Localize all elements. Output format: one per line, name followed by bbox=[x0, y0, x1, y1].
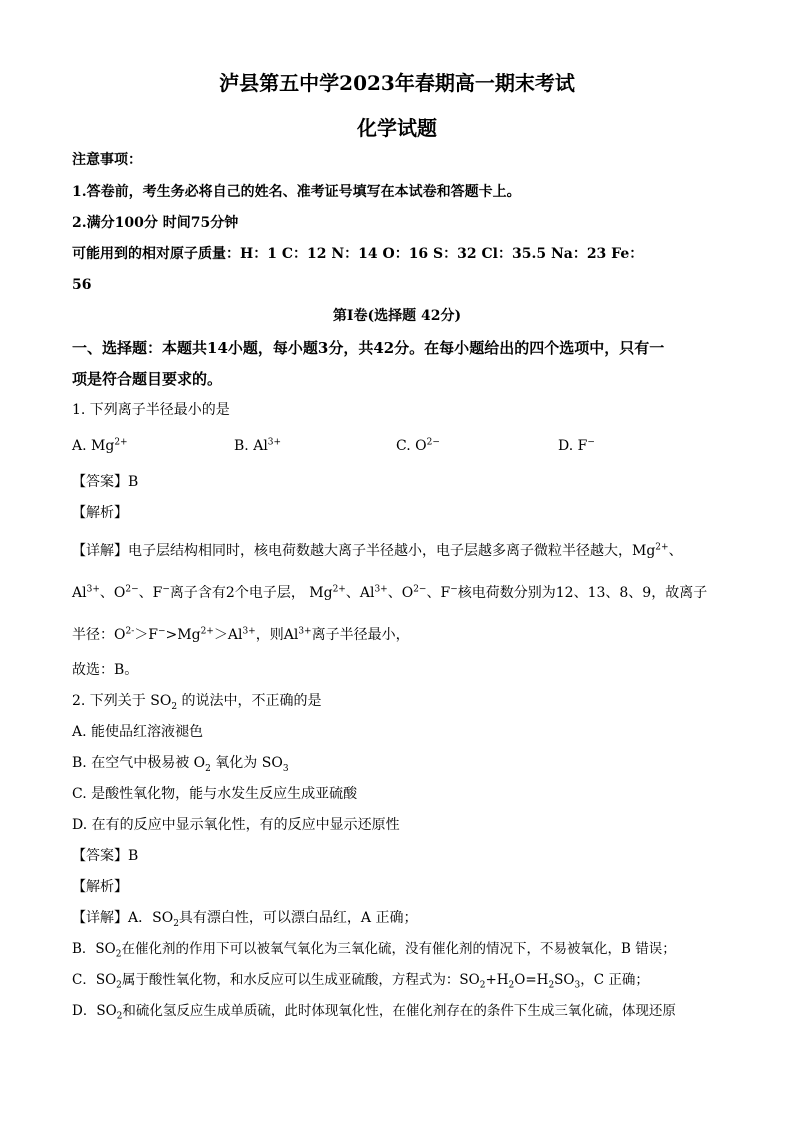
subscript: 3 bbox=[574, 980, 581, 991]
detail-text: >Mg bbox=[165, 627, 201, 643]
ion-symbol: Mg bbox=[632, 543, 656, 559]
ion-symbol: Al bbox=[359, 585, 375, 601]
detail-text: 属于酸性氧化物，和水反应可以生成亚硫酸，方程式为：SO bbox=[121, 972, 480, 988]
q2-detail-b bbox=[72, 939, 676, 959]
ion-symbol: O bbox=[113, 585, 126, 601]
detail-text: 具有漂白性，可以漂白品红，A 正确； bbox=[178, 910, 418, 926]
separator: 、 bbox=[345, 585, 360, 601]
notes-heading: 注意事项： bbox=[72, 152, 142, 168]
detail-text: 氧化为 SO bbox=[210, 755, 283, 771]
q1-analysis-heading: 【解析】 bbox=[72, 505, 128, 521]
detail-text: ＞F bbox=[134, 627, 158, 643]
section-instruction-line-2: 项是符合题目要求的。 bbox=[72, 370, 223, 388]
detail-text: 【详解】A．SO bbox=[72, 910, 174, 926]
ion-charge: 3+ bbox=[298, 626, 312, 637]
detail-text: ，则Al bbox=[255, 627, 299, 643]
subscript: 2 bbox=[479, 980, 486, 991]
detail-text: 半径：O bbox=[72, 627, 126, 643]
subscript: 2 bbox=[116, 1011, 123, 1022]
q1-detail-line-3 bbox=[72, 625, 410, 645]
subscript: 2 bbox=[171, 701, 178, 712]
separator: 、 bbox=[426, 585, 441, 601]
ion-charge: − bbox=[157, 626, 166, 637]
detail-text: SO bbox=[554, 972, 575, 988]
option-label: D. bbox=[558, 438, 574, 454]
ion-charge: 2+ bbox=[332, 584, 346, 595]
q2-detail-c bbox=[72, 970, 649, 990]
ion-charge: 2+ bbox=[114, 437, 128, 448]
detail-text: O=H bbox=[514, 972, 549, 988]
ion-charge: 2− bbox=[413, 584, 427, 595]
detail-text: ，C 正确； bbox=[580, 972, 649, 988]
subscript: 3 bbox=[282, 763, 289, 774]
exam-subtitle: 化学试题 bbox=[357, 116, 437, 140]
subscript: 2 bbox=[508, 980, 515, 991]
ion-symbol: F bbox=[440, 585, 451, 601]
ion-symbol: O bbox=[415, 438, 427, 454]
subscript: 2 bbox=[548, 980, 555, 991]
q1-option-c bbox=[396, 436, 440, 456]
subscript: 2 bbox=[115, 949, 122, 960]
detail-text: 【详解】电子层结构相同时，核电荷数越大离子半径越小，电子层越多离子微粒半径越大， bbox=[72, 543, 632, 559]
atomic-mass-line-2: 56 bbox=[72, 277, 92, 293]
atomic-mass-line-1: 可能用到的相对原子质量：H：1 C：12 N：14 O：16 S：32 Cl：35.5 Na：23 Fe： bbox=[72, 246, 644, 262]
ion-charge: 3+ bbox=[86, 584, 100, 595]
ion-charge: − bbox=[162, 584, 170, 595]
ion-symbol: Mg bbox=[309, 585, 333, 601]
option-label: B. bbox=[234, 438, 249, 454]
q2-stem bbox=[72, 691, 322, 711]
exam-title: 泸县第五中学2023年春期高一期末考试 bbox=[219, 71, 575, 95]
detail-text: 核电荷数分别为12、13、8、9，故离子 bbox=[457, 585, 708, 601]
section-instruction-line-1: 一、选择题：本题共14小题，每小题3分，共42分。在每小题给出的四个选项中，只有一 bbox=[72, 339, 665, 357]
subscript: 2 bbox=[173, 918, 179, 929]
detail-text: 的说法中，不正确的是 bbox=[177, 693, 322, 709]
q1-conclusion: 故选：B。 bbox=[72, 662, 139, 678]
ion-charge: 2+ bbox=[655, 542, 669, 553]
q1-answer: 【答案】B bbox=[72, 474, 139, 490]
q1-option-b bbox=[234, 436, 281, 456]
detail-text: 2. 下列关于 SO bbox=[72, 693, 172, 709]
ion-symbol: O bbox=[401, 585, 414, 601]
ion-charge: 2− bbox=[125, 584, 139, 595]
q1-detail-line-2 bbox=[72, 583, 707, 603]
q1-stem: 1. 下列离子半径最小的是 bbox=[72, 402, 230, 418]
ion-charge: − bbox=[450, 584, 458, 595]
detail-text: 、 bbox=[668, 543, 683, 559]
q2-analysis-heading: 【解析】 bbox=[72, 879, 128, 895]
subscript: 2 bbox=[205, 763, 211, 774]
subscript: 2 bbox=[116, 980, 122, 991]
separator: 、 bbox=[99, 585, 114, 601]
ion-charge: 2+ bbox=[200, 626, 214, 637]
ion-charge: 2- bbox=[125, 626, 135, 637]
q1-option-d bbox=[558, 436, 595, 456]
separator: 、 bbox=[387, 585, 402, 601]
section-title: 第I卷(选择题 42分) bbox=[332, 308, 462, 324]
ion-charge: 2− bbox=[426, 437, 440, 448]
option-label: A. bbox=[72, 438, 87, 454]
detail-text: B．SO bbox=[72, 941, 116, 957]
ion-charge: − bbox=[587, 437, 595, 448]
notes-item-1: 1.答卷前，考生务必将自己的姓名、准考证号填写在本试卷和答题卡上。 bbox=[72, 184, 521, 200]
q2-detail-d bbox=[72, 1001, 676, 1021]
ion-charge: 3+ bbox=[242, 626, 256, 637]
detail-text: +H bbox=[485, 972, 509, 988]
ion-symbol: F bbox=[577, 438, 588, 454]
ion-symbol: F bbox=[152, 585, 163, 601]
q2-option-b bbox=[72, 753, 289, 773]
q1-detail-line-1 bbox=[72, 541, 683, 561]
q2-option-d: D. 在有的反应中显示氧化性，有的反应中显示还原性 bbox=[72, 817, 400, 833]
detail-text: 离子含有2个电子层， bbox=[169, 585, 310, 601]
ion-symbol: Mg bbox=[91, 438, 115, 454]
ion-symbol: Al bbox=[253, 438, 268, 454]
q1-option-a bbox=[72, 436, 128, 456]
separator: 、 bbox=[138, 585, 153, 601]
q2-answer: 【答案】B bbox=[72, 848, 139, 864]
detail-text: 在催化剂的作用下可以被氧气氧化为三氧化硫，没有催化剂的情况下，不易被氧化，B 错误； bbox=[121, 941, 676, 957]
q2-detail-a bbox=[72, 908, 417, 928]
detail-text: B. 在空气中极易被 O bbox=[72, 755, 206, 771]
detail-text: ＞Al bbox=[213, 627, 243, 643]
ion-symbol: Al bbox=[72, 585, 87, 601]
q2-option-a: A. 能使品红溶液褪色 bbox=[72, 724, 204, 740]
ion-charge: 3+ bbox=[267, 437, 282, 448]
detail-text: C．SO bbox=[72, 972, 117, 988]
q2-option-c: C. 是酸性氧化物，能与水发生反应生成亚硫酸 bbox=[72, 786, 358, 802]
notes-item-2: 2.满分100分 时间75分钟 bbox=[72, 215, 239, 231]
ion-charge: 3+ bbox=[374, 584, 388, 595]
detail-text: D．SO bbox=[72, 1003, 117, 1019]
option-label: C. bbox=[396, 438, 411, 454]
detail-text: 和硫化氢反应生成单质硫，此时体现氧化性，在催化剂存在的条件下生成三氧化硫，体现还原 bbox=[122, 1003, 676, 1019]
detail-text: 离子半径最小， bbox=[311, 627, 410, 643]
